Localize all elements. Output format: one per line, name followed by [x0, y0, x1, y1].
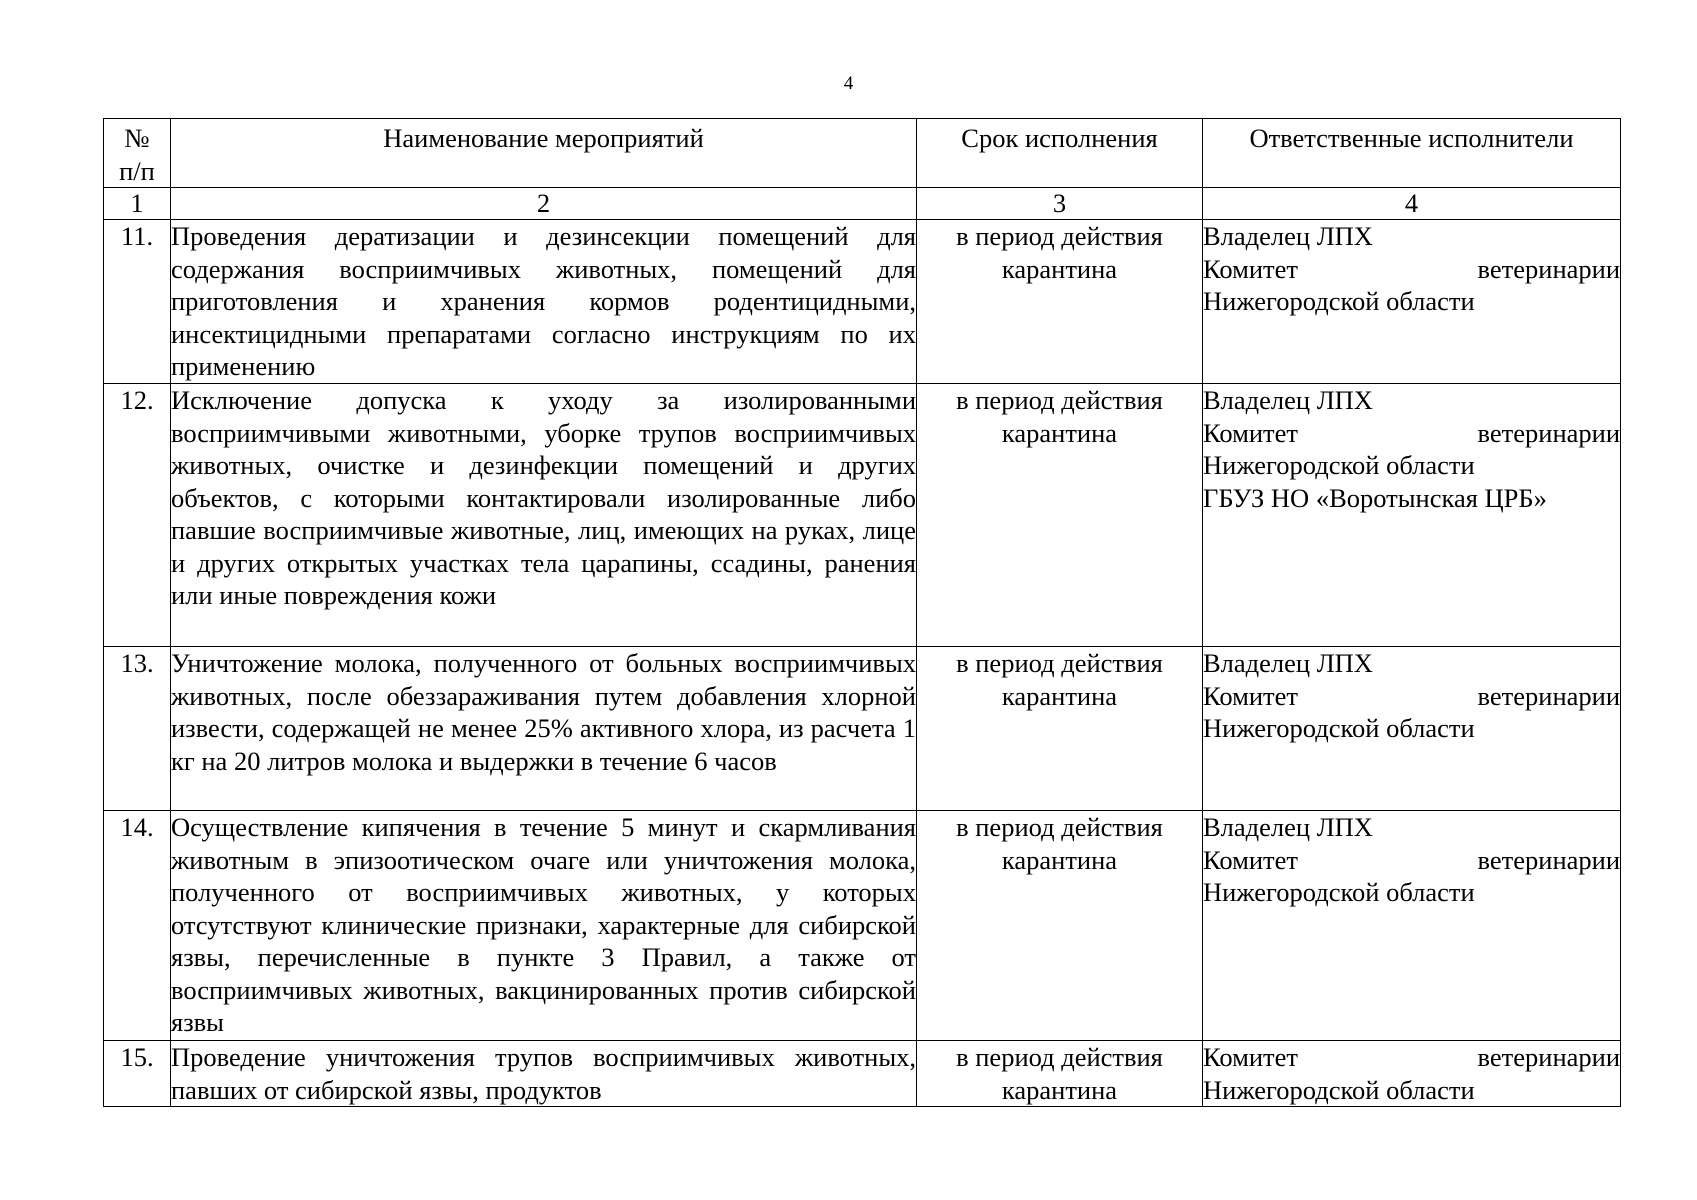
- row-term: [917, 1041, 1203, 1107]
- column-number: 2: [171, 188, 917, 220]
- responsible-line: Владелец ЛПХ: [1203, 221, 1373, 251]
- column-number: 3: [917, 188, 1203, 220]
- responsible-line: Владелец ЛПХ: [1203, 648, 1373, 678]
- responsible-line: Нижегородской области: [1203, 286, 1475, 316]
- row-number: 13.: [104, 647, 171, 811]
- responsible-word: ветеринарии: [1477, 253, 1620, 284]
- responsible-line-justified: [1203, 253, 1620, 286]
- responsible-line: Владелец ЛПХ: [1203, 812, 1373, 842]
- header-event: Наименование мероприятий: [171, 119, 917, 188]
- header-term: Срок исполнения: [917, 119, 1203, 188]
- row-term-text: в период действия карантина: [956, 1042, 1163, 1105]
- row-term: [917, 220, 1203, 384]
- responsible-line: Владелец ЛПХ: [1203, 385, 1373, 415]
- column-number: 1: [104, 188, 171, 220]
- table-header-row: [104, 119, 1621, 188]
- responsible-line-justified: [1203, 1041, 1620, 1074]
- responsible-word: ветеринарии: [1477, 1042, 1620, 1072]
- header-number: [104, 119, 171, 188]
- row-number: 14.: [104, 811, 171, 1041]
- header-responsible: Ответственные исполнители: [1203, 119, 1621, 188]
- responsible-word: Комитет: [1203, 417, 1298, 448]
- responsible-line: ГБУЗ НО «Воротынская ЦРБ»: [1203, 482, 1547, 513]
- table-row: [104, 384, 1621, 647]
- page-number: 4: [843, 73, 854, 94]
- row-term: [917, 384, 1203, 647]
- header-number-text: № п/п: [119, 123, 155, 186]
- responsible-word: ветеринарии: [1477, 417, 1620, 448]
- responsible-word: ветеринарии: [1477, 680, 1620, 711]
- responsible-line-justified: [1203, 680, 1620, 713]
- row-number: 15.: [104, 1041, 171, 1107]
- table-row: [104, 647, 1621, 811]
- row-event: Осуществление кипячения в течение 5 минут и скармливания животным в эпизоотическом очаге или уничтожения молока, полученного от восприимчивых животных, у которых отсутствуют клинические признаки, характерные для сибирской язвы, перечисленные в пункте 3 Правил, а также от восприимчивых животных, вакцинированных против сибирской язвы: [171, 811, 917, 1041]
- row-responsible: [1203, 1041, 1621, 1107]
- table-row: [104, 220, 1621, 384]
- row-event: Проведения дератизации и дезинсекции помещений для содержания восприимчивых животных, помещений для приготовления и хранения кормов родентицидными, инсектицидными препаратами согласно инструкциям по их применению: [171, 220, 917, 384]
- row-term: [917, 647, 1203, 811]
- table-row: [104, 1041, 1621, 1107]
- column-number: 4: [1203, 188, 1621, 220]
- measures-table: [103, 118, 1621, 1107]
- row-term-text: в период действия карантина: [956, 812, 1163, 875]
- row-responsible: [1203, 811, 1621, 1041]
- responsible-word: ветеринарии: [1477, 844, 1620, 875]
- column-numbers-row: [104, 188, 1621, 220]
- row-term: [917, 811, 1203, 1041]
- row-event: Уничтожение молока, полученного от больных восприимчивых животных, после обеззараживания путем добавления хлорной извести, содержащей не менее 25% активного хлора, из расчета 1 кг на 20 литров молока и выдержки в течение 6 часов: [171, 647, 917, 811]
- responsible-line-justified: [1203, 417, 1620, 450]
- row-number: 11.: [104, 220, 171, 384]
- responsible-line-justified: [1203, 844, 1620, 877]
- responsible-word: Комитет: [1203, 1042, 1298, 1072]
- row-term-text: в период действия карантина: [956, 648, 1163, 711]
- row-event: Исключение допуска к уходу за изолированными восприимчивыми животными, уборке трупов восприимчивых животных, очистке и дезинфекции помещений и других объектов, с которыми контактировали изолированные либо павшие восприимчивые животные, лиц, имеющих на руках, лице и других открытых участках тела царапины, ссадины, ранения или иные повреждения кожи: [171, 384, 917, 647]
- responsible-word: Комитет: [1203, 680, 1298, 711]
- responsible-line: Нижегородской области: [1203, 877, 1475, 907]
- responsible-word: Комитет: [1203, 844, 1298, 875]
- row-responsible: [1203, 384, 1621, 647]
- row-term-text: в период действия карантина: [956, 221, 1163, 284]
- responsible-line: Нижегородской области: [1203, 450, 1475, 480]
- row-responsible: [1203, 647, 1621, 811]
- row-term-text: в период действия карантина: [956, 385, 1163, 448]
- responsible-line: Нижегородской области: [1203, 713, 1475, 743]
- row-number: 12.: [104, 384, 171, 647]
- row-event-text: Проведение уничтожения трупов восприимчивых животных, павших от сибирской язвы, продуктов: [171, 1042, 916, 1105]
- row-event: [171, 1041, 917, 1107]
- table-row: [104, 811, 1621, 1041]
- responsible-word: Комитет: [1203, 253, 1298, 284]
- row-responsible: [1203, 220, 1621, 384]
- responsible-line: Нижегородской области: [1203, 1074, 1475, 1105]
